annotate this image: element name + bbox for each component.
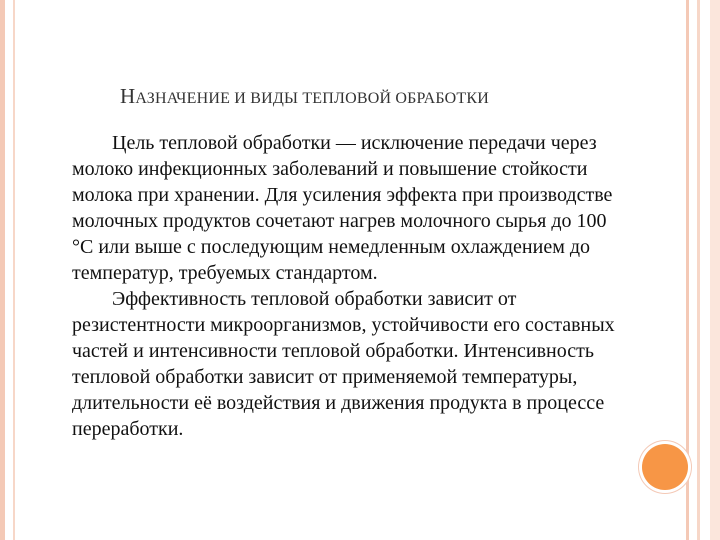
left-border-stripe xyxy=(0,0,5,540)
slide-title xyxy=(120,84,489,109)
slide-body xyxy=(72,130,632,442)
orange-circle-decoration xyxy=(642,444,688,490)
right-border-line-b xyxy=(697,0,700,540)
right-border-band xyxy=(710,0,720,540)
paragraph-1: Цель тепловой обработки — исключение передачи через молоко инфекционных заболеваний и повышение стойкости молока при хранении. Для усиления эффекта при производстве молочных продуктов сочетают нагрев молочного сырья до 100 °С или выше с последующим немедленным охлаждением до температур, требуемых стандартом. xyxy=(72,132,613,284)
title-first-letter: Н xyxy=(120,84,136,108)
left-border-line xyxy=(13,0,15,540)
paragraph-2: Эффективность тепловой обработки зависит от резистентности микроорганизмов, устойчивости его составных частей и интенсивности тепловой обработки. Интенсивность тепловой обработки зависит от применяемой температуры, длительности её воздействия и движения продукта в процессе переработки. xyxy=(72,288,615,440)
title-rest: АЗНАЧЕНИЕ И ВИДЫ ТЕПЛОВОЙ ОБРАБОТКИ xyxy=(135,90,489,107)
